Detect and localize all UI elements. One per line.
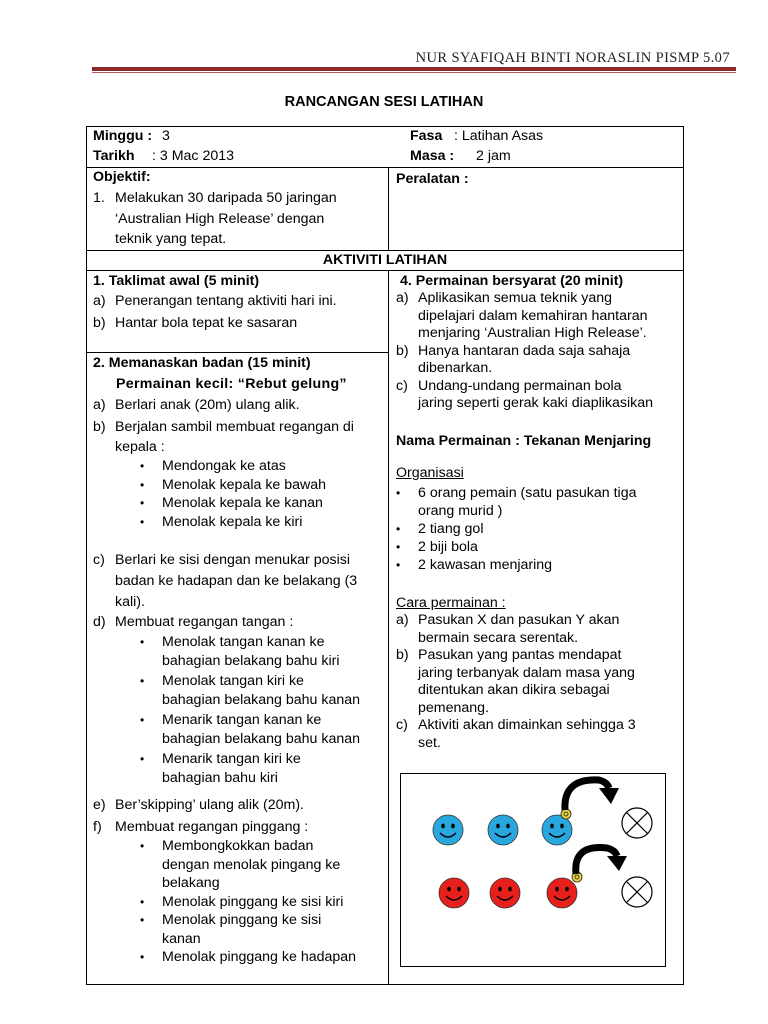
bullet-icon: • — [396, 558, 401, 572]
section-4-title: 4. Permainan bersyarat (20 minit) — [400, 273, 624, 289]
item-text: Penerangan tentang aktiviti hari ini. — [115, 293, 337, 309]
list-item — [93, 314, 383, 333]
masa-label: Masa : — [410, 148, 455, 164]
author-header: NUR SYAFIQAH BINTI NORASLIN PISMP 5.07 — [415, 50, 730, 66]
item-text: Membuat regangan tangan : — [115, 614, 294, 630]
bullet-icon: • — [140, 894, 145, 909]
nama-permainan: Nama Permainan : Tekanan Menjaring — [396, 433, 652, 449]
cara-permainan-label: Cara permainan : — [396, 595, 506, 611]
list-item — [93, 818, 385, 837]
section-2-title: 2. Memanaskan badan (15 minit) — [93, 355, 311, 371]
game-diagram-svg — [401, 774, 667, 968]
bullet-icon: • — [140, 459, 145, 473]
organisasi-label: Organisasi — [396, 465, 464, 481]
list-item — [93, 796, 385, 815]
item-text: badan ke hadapan dan ke belakang (3 — [115, 573, 358, 589]
list-item: a) Pasukan X dan pasukan Y akan bermain secara serentak. — [396, 612, 620, 646]
bullet-item: • Menolak pinggang ke sisi kiri — [140, 893, 344, 910]
bullet-list — [140, 633, 385, 787]
list-item — [93, 417, 385, 457]
item-label: a) — [93, 397, 106, 413]
bullet-item: • Menolak tangan kanan ke bahagian belakang bahu kiri — [140, 634, 340, 669]
page-title: RANCANGAN SESI LATIHAN — [284, 94, 484, 110]
item-label: c) — [93, 552, 105, 568]
bullet-icon: • — [140, 752, 145, 766]
table-divider — [86, 167, 684, 168]
bullet-item: • Menarik tangan kiri ke bahagian bahu kiri — [140, 751, 301, 786]
item-label: a) — [93, 293, 106, 309]
item-text: Membuat regangan pinggang : — [115, 818, 309, 835]
bullet-item: • Menolak tangan kiri ke bahagian belakang bahu kanan — [140, 673, 361, 708]
bullet-icon: • — [396, 522, 401, 536]
item-text: Berlari ke sisi dengan menukar posisi — [115, 552, 350, 568]
section-2-subtitle: Permainan kecil: “Rebut gelung” — [116, 376, 347, 392]
list-item — [93, 396, 385, 415]
organisasi-list — [396, 484, 682, 574]
bullet-item: • Membongkokkan badan dengan menolak pingang ke belakang — [140, 838, 341, 891]
bullet-item: • Menarik tangan kanan ke bahagian belakang bahu kanan — [140, 712, 361, 747]
minggu-value: 3 — [162, 128, 170, 144]
peralatan-label: Peralatan : — [396, 171, 469, 187]
bullet-icon: • — [396, 540, 401, 554]
bullet-item: • 2 biji bola — [396, 539, 478, 555]
item-text: kali). — [115, 594, 145, 610]
bullet-item: • Menolak kepala ke bawah — [140, 476, 327, 493]
item-label: b) — [396, 647, 409, 663]
player-x-1 — [433, 815, 463, 845]
item-text: kepala : — [115, 438, 165, 455]
minggu-label: Minggu : — [93, 128, 153, 144]
item-label: b) — [93, 314, 106, 331]
bullet-icon: • — [140, 496, 145, 510]
fasa-value: : Latihan Asas — [454, 128, 544, 144]
bullet-icon: • — [140, 913, 145, 927]
objektif-line: ‘Australian High Release’ dengan — [115, 210, 325, 227]
bullet-icon: • — [140, 477, 145, 492]
bullet-item: • Menolak pinggang ke sisi kanan — [140, 912, 322, 947]
table-divider — [388, 270, 389, 985]
bullet-icon: • — [396, 486, 401, 500]
item-label: a) — [396, 290, 409, 306]
objektif-line: Melakukan 30 daripada 50 jaringan — [115, 190, 337, 206]
item-label: d) — [93, 614, 106, 630]
bullet-list — [140, 457, 385, 531]
table-divider — [388, 167, 389, 250]
section-1-list — [93, 292, 383, 332]
item-text: Hantar bola tepat ke sasaran — [115, 314, 298, 331]
objektif-label: Objektif: — [93, 169, 151, 185]
player-x-2 — [488, 815, 518, 845]
table-divider — [86, 270, 684, 271]
section-2-list — [93, 396, 385, 457]
player-y-3 — [547, 878, 577, 908]
item-text: Ber’skipping’ ulang alik (20m). — [115, 797, 304, 813]
item-label: c) — [396, 377, 408, 394]
aktiviti-header: AKTIVITI LATIHAN — [322, 252, 448, 268]
section-2-list-c — [93, 550, 385, 632]
list-item: a) Aplikasikan semua teknik yang dipelajari dalam kemahiran hantaran menjaring ‘Australian High Release’. — [396, 290, 648, 341]
list-item: c) Undang-undang permainan bola jaring seperti gerak kaki diaplikasikan — [396, 377, 654, 411]
pass-arrow-icon — [576, 848, 627, 874]
ball-icon — [561, 809, 571, 819]
list-item — [93, 292, 383, 311]
bullet-item: • 2 kawasan menjaring — [396, 557, 553, 573]
masa-value: 2 jam — [476, 148, 511, 164]
item-label: b) — [396, 342, 409, 359]
tarikh-label: Tarikh — [93, 148, 135, 164]
list-item: b) Pasukan yang pantas mendapat jaring terbanyak dalam masa yang ditentukan akan dikira sebagai pemenang. — [396, 647, 635, 716]
list-item: c) Aktiviti akan dimainkan sehingga 3 set. — [396, 717, 636, 751]
bullet-item: • Mendongak ke atas — [140, 458, 286, 474]
section-1-title: 1. Taklimat awal (5 minit) — [93, 273, 260, 289]
bullet-icon: • — [140, 839, 145, 853]
bullet-item: • 2 tiang gol — [396, 521, 484, 537]
item-text: Berlari anak (20m) ulang alik. — [115, 397, 300, 413]
player-y-1 — [439, 878, 469, 908]
goal-post-icon — [622, 808, 652, 838]
tarikh-value: : 3 Mac 2013 — [152, 148, 235, 164]
bullet-icon: • — [140, 950, 145, 964]
item-label: a) — [396, 612, 409, 628]
section-4-list — [396, 290, 682, 413]
section-2-list-ef — [93, 796, 385, 836]
bullet-icon: • — [140, 674, 145, 688]
objektif-line: teknik yang tepat. — [115, 231, 227, 247]
fasa-label: Fasa — [410, 128, 443, 144]
list-item — [93, 550, 385, 613]
objektif-item — [93, 188, 383, 250]
pass-arrow-icon — [565, 780, 619, 810]
bullet-icon: • — [140, 514, 145, 529]
bullet-list — [140, 837, 385, 967]
bullet-item: • Menolak pinggang ke hadapan — [140, 949, 357, 965]
list-item — [93, 613, 385, 632]
header-rule-thin — [92, 72, 736, 73]
objektif-number: 1. — [93, 190, 105, 206]
item-text: Berjalan sambil membuat regangan di — [115, 418, 354, 435]
bullet-icon: • — [140, 713, 145, 727]
player-y-2 — [490, 878, 520, 908]
item-label: b) — [93, 418, 106, 435]
bullet-item: • Menolak kepala ke kiri — [140, 513, 303, 530]
item-label: f) — [93, 818, 102, 835]
player-x-3 — [542, 815, 572, 845]
item-label: e) — [93, 797, 106, 813]
game-diagram — [400, 773, 666, 967]
goal-post-icon — [622, 877, 652, 907]
cara-list — [396, 612, 682, 752]
list-item: b) Hanya hantaran dada saja sahaja dibenarkan. — [396, 342, 631, 376]
bullet-item: • 6 orang pemain (satu pasukan tiga orang murid ) — [396, 485, 637, 519]
bullet-item: • Menolak kepala ke kanan — [140, 495, 323, 511]
header-rule — [92, 67, 736, 71]
table-divider — [86, 352, 388, 353]
bullet-icon: • — [140, 635, 145, 649]
item-label: c) — [396, 717, 408, 733]
